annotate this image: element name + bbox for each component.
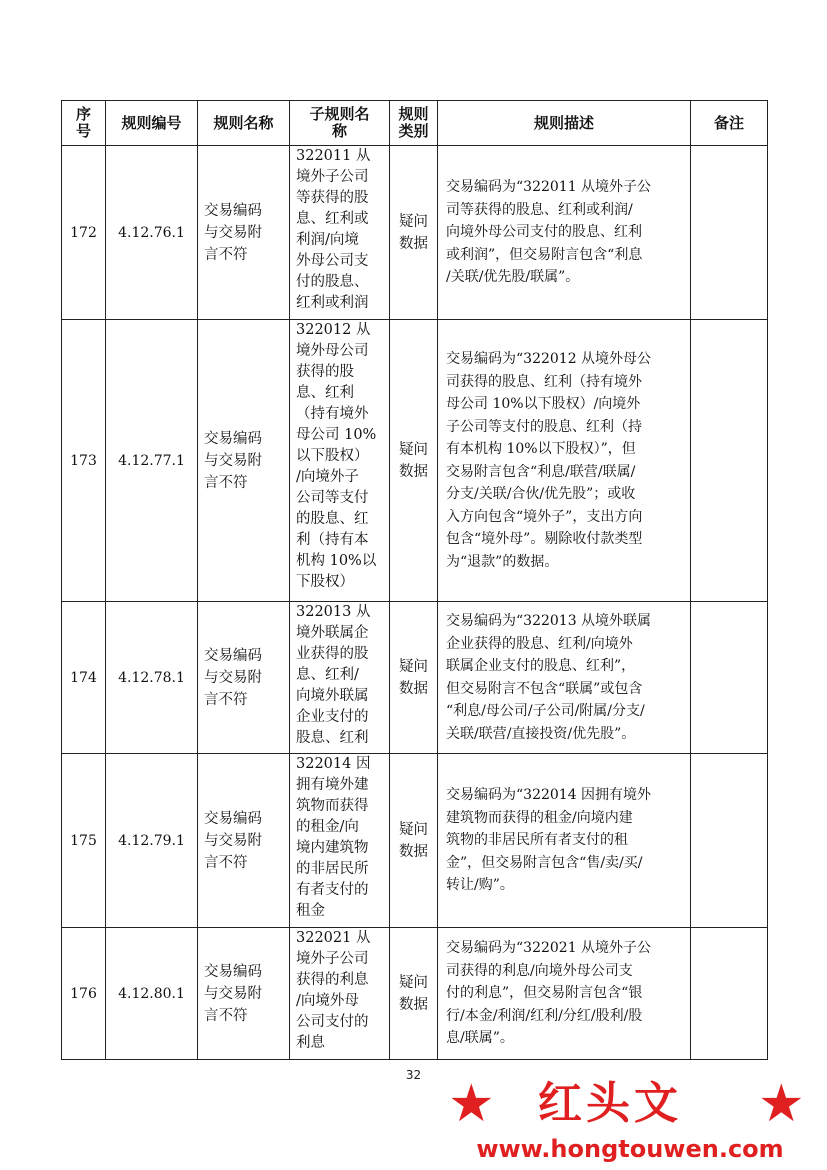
sub-name-line: 息、红利: [296, 385, 354, 401]
table-row: [62, 602, 768, 754]
sub-name-line: 的租金/向: [296, 819, 359, 835]
sub-name-line: 公司等支付: [296, 490, 369, 506]
sub-name-line: 红利或利润: [296, 295, 369, 311]
sub-name-line: 利息: [296, 1035, 325, 1051]
name-line: 言不符: [204, 1007, 248, 1024]
desc-line: 为“退款”的数据。: [446, 553, 559, 570]
header-desc: 规则描述: [438, 101, 691, 146]
sub-name-line: 获得的利息: [296, 972, 369, 988]
name-line: 言不符: [204, 474, 248, 491]
header-note: 备注: [691, 101, 768, 146]
row-sub-name: [290, 928, 390, 1060]
sub-name-line: 机构 10%以: [296, 553, 377, 569]
row-seq: 173: [62, 320, 106, 602]
header-type: 规则类别: [390, 101, 438, 146]
desc-line: 入方向包含“境外子”，支出方向: [446, 508, 643, 525]
desc-line: 行/本金/利润/红利/分红/股利/股: [446, 1007, 643, 1024]
sub-name-line: 筑物而获得: [296, 798, 369, 814]
sub-name-line: 拥有境外建: [296, 777, 369, 793]
watermark-url: www.hongtouwen.com: [476, 1135, 784, 1163]
row-type: [390, 146, 438, 320]
row-sub-name: [290, 320, 390, 602]
desc-line: 向境外母公司支付的股息、红利: [446, 224, 642, 241]
watermark: [440, 1076, 820, 1170]
row-desc: [438, 146, 691, 320]
name-line: 交易编码: [204, 202, 262, 219]
sub-name-line: 租金: [296, 903, 325, 919]
sub-name-line: 业获得的股: [296, 646, 369, 662]
row-note: [691, 602, 768, 754]
desc-line: 交易编码为“322011 从境外子公: [446, 179, 652, 196]
type-line: 疑问: [399, 213, 428, 230]
page-number: 32: [405, 1068, 422, 1082]
row-type: [390, 602, 438, 754]
sub-name-line: 322014 因: [296, 756, 371, 772]
desc-line: 交易编码为“322021 从境外子公: [446, 940, 652, 957]
sub-name-line: 322012 从: [296, 322, 371, 338]
name-line: 言不符: [204, 691, 248, 708]
row-name: [198, 928, 290, 1060]
row-note: [691, 754, 768, 928]
star-icon: ★: [758, 1074, 805, 1134]
type-line: 数据: [399, 843, 428, 860]
name-line: 与交易附: [204, 452, 262, 469]
row-code: 4.12.79.1: [106, 754, 198, 928]
sub-name-line: 公司支付的: [296, 1014, 369, 1030]
row-type: [390, 320, 438, 602]
star-icon: ★: [448, 1074, 495, 1134]
row-code: 4.12.78.1: [106, 602, 198, 754]
desc-line: 转让/购”。: [446, 877, 514, 894]
type-line: 疑问: [399, 974, 428, 991]
desc-line: 息/联属”。: [446, 1030, 514, 1047]
sub-name-line: 付的股息、: [296, 274, 369, 290]
name-line: 言不符: [204, 854, 248, 871]
sub-name-line: 以下股权）: [296, 448, 369, 464]
header-name: 规则名称: [198, 101, 290, 146]
sub-name-line: 股息、红利: [296, 730, 369, 746]
sub-name-line: 下股权）: [296, 574, 354, 590]
type-line: 数据: [399, 235, 428, 252]
desc-line: 企业获得的股息、红利/向境外: [446, 635, 633, 652]
table-row: [62, 754, 768, 928]
row-seq: 175: [62, 754, 106, 928]
desc-line: 司等获得的股息、红利或利润/: [446, 201, 633, 218]
name-line: 交易编码: [204, 810, 262, 827]
sub-name-line: 322021 从: [296, 930, 371, 946]
name-line: 与交易附: [204, 224, 262, 241]
sub-name-line: 等获得的股: [296, 190, 369, 206]
type-line: 疑问: [399, 658, 428, 675]
row-name: [198, 146, 290, 320]
row-code: 4.12.80.1: [106, 928, 198, 1060]
sub-name-line: 息、红利或: [296, 211, 369, 227]
sub-name-line: 境外子公司: [296, 169, 369, 185]
name-line: 交易编码: [204, 963, 262, 980]
desc-line: 子公司等支付的股息、红利（持: [446, 418, 642, 435]
desc-line: /关联/优先股/联属”。: [446, 269, 580, 286]
row-type: [390, 928, 438, 1060]
desc-line: 金”，但交易附言包含“售/卖/买/: [446, 854, 643, 871]
header-seq: 序号: [62, 101, 106, 146]
table-row: [62, 320, 768, 602]
desc-line: 交易编码为“322013 从境外联属: [446, 613, 652, 629]
row-type: [390, 754, 438, 928]
type-line: 数据: [399, 463, 428, 480]
sub-name-line: /向境外母: [296, 993, 359, 1009]
table-row: [62, 928, 768, 1060]
name-line: 与交易附: [204, 669, 262, 686]
table-row: [62, 146, 768, 320]
sub-name-line: 向境外联属: [296, 688, 369, 704]
row-note: [691, 320, 768, 602]
sub-name-line: 境内建筑物: [296, 840, 369, 856]
row-desc: [438, 320, 691, 602]
sub-name-line: 的非居民所: [296, 861, 369, 877]
sub-name-line: 息、红利/: [296, 667, 359, 683]
sub-name-line: 母公司 10%: [296, 427, 377, 443]
desc-line: 分支/关联/合伙/优先股”；或收: [446, 486, 636, 502]
desc-line: 付的利息”，但交易附言包含“银: [446, 985, 643, 1002]
desc-line: 母公司 10%以下股权）/向境外: [446, 396, 641, 412]
desc-line: 联属企业支付的股息、红利”，: [446, 658, 636, 674]
name-line: 交易编码: [204, 430, 262, 447]
sub-name-line: （持有境外: [296, 406, 369, 422]
row-seq: 174: [62, 602, 106, 754]
desc-line: 或利润”，但交易附言包含“利息: [446, 246, 643, 263]
row-code: 4.12.76.1: [106, 146, 198, 320]
row-desc: [438, 928, 691, 1060]
sub-name-line: 有者支付的: [296, 882, 369, 898]
sub-name-line: 境外母公司: [296, 343, 369, 359]
sub-name-line: 外母公司支: [296, 253, 369, 269]
name-line: 与交易附: [204, 985, 262, 1002]
sub-name-line: 获得的股: [296, 364, 354, 380]
desc-line: 有本机构 10%以下股权）”，但: [446, 441, 636, 457]
rules-table: [61, 100, 768, 1060]
row-name: [198, 754, 290, 928]
desc-line: 包含“境外母”。剔除收付款类型: [446, 531, 643, 547]
name-line: 与交易附: [204, 832, 262, 849]
name-line: 交易编码: [204, 647, 262, 664]
type-line: 疑问: [399, 441, 428, 458]
row-seq: 176: [62, 928, 106, 1060]
watermark-title: 红头文: [538, 1078, 682, 1129]
desc-line: 关联/联营/直接投资/优先股”。: [446, 725, 636, 742]
row-name: [198, 320, 290, 602]
header-code: 规则编号: [106, 101, 198, 146]
sub-name-line: 境外联属企: [296, 625, 369, 641]
desc-line: 司获得的利息/向境外母公司支: [446, 962, 633, 979]
desc-line: “利息/母公司/子公司/附属/分支/: [446, 703, 645, 719]
desc-line: 筑物的非居民所有者支付的租: [446, 832, 628, 849]
sub-name-line: 322011 从: [296, 148, 371, 164]
row-seq: 172: [62, 146, 106, 320]
row-desc: [438, 754, 691, 928]
desc-line: 交易编码为“322014 因拥有境外: [446, 787, 652, 804]
row-note: [691, 928, 768, 1060]
row-code: 4.12.77.1: [106, 320, 198, 602]
sub-name-line: 利润/向境: [296, 232, 359, 248]
row-sub-name: [290, 602, 390, 754]
desc-line: 建筑物而获得的租金/向境内建: [446, 809, 633, 826]
sub-name-line: /向境外子: [296, 469, 359, 485]
desc-line: 但交易附言不包含“联属”或包含: [446, 680, 643, 697]
sub-name-line: 322013 从: [296, 604, 371, 620]
name-line: 言不符: [204, 246, 248, 263]
sub-name-line: 利（持有本: [296, 532, 369, 548]
row-desc: [438, 602, 691, 754]
desc-line: 交易附言包含“利息/联营/联属/: [446, 463, 636, 480]
type-line: 数据: [399, 680, 428, 697]
sub-name-line: 企业支付的: [296, 709, 369, 725]
type-line: 疑问: [399, 821, 428, 838]
sub-name-line: 的股息、红: [296, 511, 369, 527]
row-name: [198, 602, 290, 754]
header-row: [62, 101, 768, 146]
header-sub-name: 子规则名称: [290, 101, 390, 146]
row-note: [691, 146, 768, 320]
type-line: 数据: [399, 996, 428, 1013]
row-sub-name: [290, 146, 390, 320]
desc-line: 交易编码为“322012 从境外母公: [446, 351, 652, 367]
row-sub-name: [290, 754, 390, 928]
desc-line: 司获得的股息、红利（持有境外: [446, 373, 642, 390]
sub-name-line: 境外子公司: [296, 951, 369, 967]
